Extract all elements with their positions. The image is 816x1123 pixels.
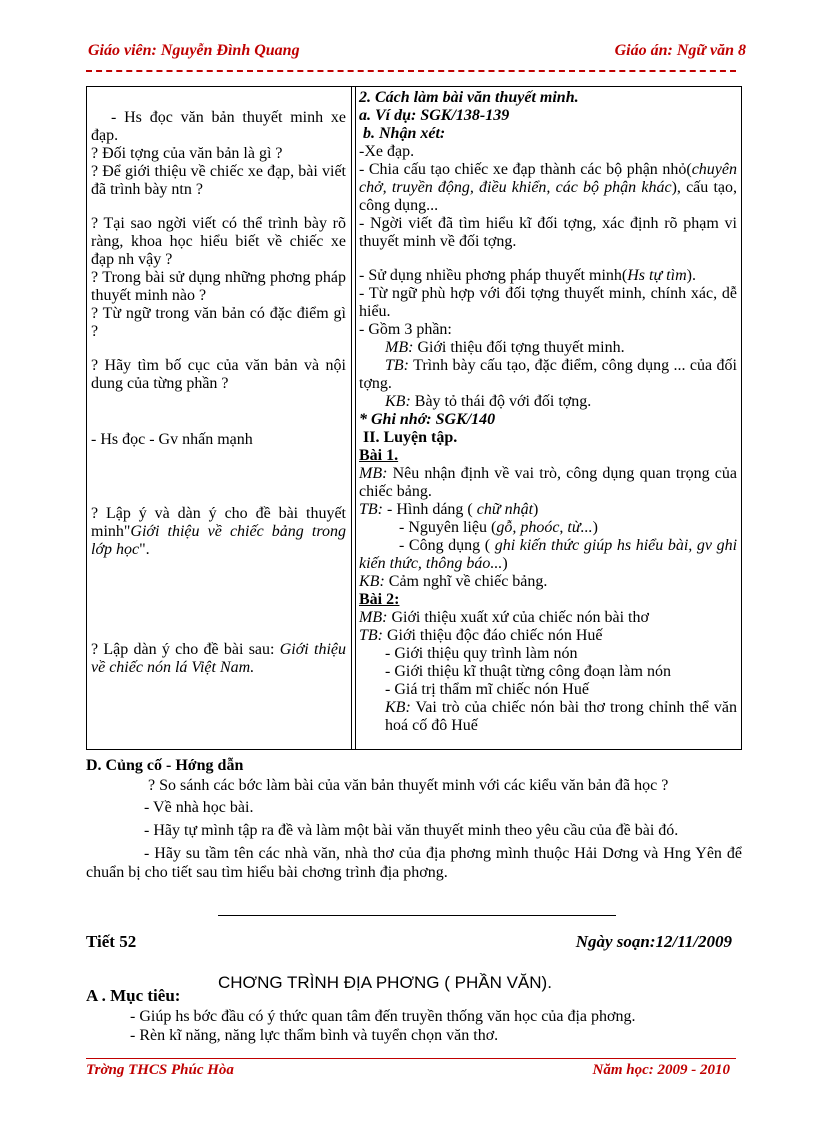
- left-text: ".: [139, 541, 150, 558]
- remarks-heading: b. Nhận xét:: [363, 125, 446, 142]
- structure-item: [359, 357, 737, 393]
- structure-text: Cảm nghĩ về chiếc bảng.: [384, 573, 548, 590]
- structure-key: KB:: [359, 573, 385, 590]
- section-heading: 2. Cách làm bài văn thuyết minh.: [359, 89, 579, 106]
- table-column-divider: [351, 87, 356, 749]
- structure-text: ): [592, 519, 598, 536]
- objective-item: - Rèn kĩ năng, năng lực thẩm bình và tuyển chọn văn thơ.: [130, 1027, 499, 1044]
- left-item: - Hs đọc - Gv nhấn mạnh: [91, 431, 253, 448]
- objectives-heading: A . Mục tiêu:: [86, 986, 181, 1005]
- exercise-2-heading: Bài 2:: [359, 591, 400, 608]
- header-subject: Giáo án: Ngữ văn 8: [614, 42, 746, 59]
- exercise-1-heading: Bài 1.: [359, 447, 399, 464]
- structure-text: - Nguyên liệu (: [399, 519, 497, 536]
- left-item: [91, 505, 346, 559]
- right-text-italic: chuyên chở, truyền động, điều khiển, các bộ phận khác: [359, 161, 737, 196]
- structure-text: ): [502, 555, 508, 572]
- left-item: ? Đối tợng của văn bản là gì ?: [91, 145, 283, 162]
- exercise-item: [359, 519, 737, 537]
- header-teacher: Giáo viên: Nguyễn Đình Quang: [88, 42, 300, 59]
- consolidation-title: D. Củng cố - Hớng dẫn: [86, 757, 244, 774]
- exercise-item: [359, 537, 737, 573]
- left-text: ? Lập ý và dàn ý cho đề bài thuyết minh": [91, 505, 346, 540]
- content-column: [359, 89, 737, 735]
- exercise-item: [359, 573, 737, 591]
- right-text-italic: Hs tự tìm: [627, 267, 687, 284]
- structure-text: Giới thiệu xuất xứ của chiếc nón bài thơ: [387, 609, 649, 626]
- structure-text-italic: ghi kiến thức giúp hs hiểu bài, gv ghi kiến thức, thông báo...: [359, 537, 738, 572]
- left-item: ? Tại sao ngời viết có thể trình bày rõ ràng, khoa học hiểu biết về chiếc xe đạp nh vậy ?: [91, 215, 346, 268]
- structure-text: Vai trò của chiếc nón bài thơ trong chỉnh thể văn hoá cố đô Huế: [385, 699, 737, 734]
- structure-text-italic: chữ nhật: [476, 501, 534, 518]
- structure-key: TB:: [385, 357, 409, 374]
- structure-text: Giới thiệu độc đáo chiếc nón Huế: [383, 627, 603, 644]
- right-text: - Chia cấu tạo chiếc xe đạp thành các bộ phận nhỏ(: [359, 161, 692, 178]
- consolidation-section: [86, 756, 742, 882]
- exercise-item: [359, 627, 737, 645]
- exercise-item: [359, 699, 737, 735]
- structure-item: [359, 393, 737, 411]
- structure-key: MB:: [359, 465, 388, 482]
- lesson-table: [86, 86, 742, 750]
- structure-text: Trình bày cấu tạo, đặc điểm, công dụng ... của đối tợng.: [359, 357, 737, 392]
- prep-date: Ngày soạn:12/11/2009: [575, 932, 732, 951]
- right-text: - Sử dụng nhiều phơng pháp thuyết minh(: [359, 267, 628, 284]
- exercise-item: [359, 465, 737, 501]
- right-item: - Gồm 3 phần:: [359, 321, 452, 338]
- left-item: ? Trong bài sử dụng những phơng pháp thuyết minh nào ?: [91, 269, 346, 304]
- exercise-item: - Giới thiệu quy trình làm nón: [385, 645, 578, 662]
- right-text: ).: [686, 267, 696, 284]
- teacher-activity-column: [91, 89, 346, 677]
- lesson-title: CHƠNG TRÌNH ĐỊA PHƠNG ( PHẦN VĂN).: [218, 973, 552, 992]
- left-text-italic: Giới thiệu về chiếc bảng trong lớp học: [91, 523, 346, 558]
- left-item: ? Hãy tìm bố cục của văn bản và nội dung của từng phần ?: [91, 357, 346, 392]
- left-text-italic: Giới thiệu về chiếc nón lá Việt Nam.: [91, 641, 346, 676]
- consolidation-item: - Hãy su tầm tên các nhà văn, nhà thơ của địa phơng mình thuộc Hải Dơng và Hng Yên để chuẩn bị cho tiết sau tìm hiểu bài chơng trình địa phơng.: [86, 845, 742, 881]
- ghi-nho: * Ghi nhớ: SGK/140: [359, 411, 496, 428]
- structure-text: Nêu nhận định về vai trò, công dụng quan trọng của chiếc bảng.: [359, 465, 737, 500]
- example-ref: a. Ví dụ: SGK/138-139: [359, 107, 510, 124]
- consolidation-item: - Hãy tự mình tập ra đề và làm một bài văn thuyết minh theo yêu cầu của đề bài đó.: [144, 822, 679, 839]
- exercise-item: - Giới thiệu kĩ thuật từng công đoạn làm nón: [385, 663, 671, 680]
- structure-key: TB:: [359, 501, 383, 518]
- footer-year: Năm học: 2009 - 2010: [592, 1062, 730, 1078]
- footer-divider: [86, 1058, 736, 1059]
- exercise-item: - Giá trị thẩm mĩ chiếc nón Huế: [385, 681, 589, 698]
- section-divider: [218, 915, 616, 916]
- left-item: - Hs đọc văn bản thuyết minh xe đạp.: [91, 109, 346, 144]
- structure-key: KB:: [385, 699, 411, 716]
- structure-text: - Hình dáng (: [383, 501, 477, 518]
- structure-text: ): [533, 501, 539, 518]
- right-item: [359, 267, 737, 285]
- structure-key: MB:: [385, 339, 414, 356]
- structure-key: KB:: [385, 393, 411, 410]
- practice-heading: II. Luyện tập.: [363, 429, 458, 446]
- footer-school: Trờng THCS Phúc Hòa: [86, 1062, 234, 1078]
- left-item: ? Từ ngữ trong văn bản có đặc điểm gì ?: [91, 305, 346, 340]
- lesson-number: Tiết 52: [86, 932, 137, 951]
- right-text: ), cấu tạo, công dụng...: [359, 179, 737, 214]
- structure-text-italic: gỗ, phoóc, từ...: [496, 519, 593, 536]
- structure-key: TB:: [359, 627, 383, 644]
- objectives-list: [130, 1007, 635, 1045]
- consolidation-item: ? So sánh các bớc làm bài của văn bản thuyết minh với các kiểu văn bản đã học ?: [148, 777, 669, 794]
- structure-text: Bày tỏ thái độ với đối tợng.: [410, 393, 592, 410]
- exercise-item: [359, 501, 737, 519]
- left-text: ? Lập dàn ý cho đề bài sau:: [91, 641, 280, 658]
- right-item: -Xe đạp.: [359, 143, 415, 160]
- structure-key: MB:: [359, 609, 388, 626]
- right-item: - Ngời viết đã tìm hiểu kĩ đối tợng, xác định rõ phạm vi thuyết minh về đối tợng.: [359, 215, 737, 250]
- structure-text: - Công dụng (: [399, 537, 495, 554]
- consolidation-item: - Về nhà học bài.: [144, 799, 254, 816]
- left-item: [91, 641, 346, 677]
- objective-item: - Giúp hs bớc đầu có ý thức quan tâm đến truyền thống văn học của địa phơng.: [130, 1008, 636, 1025]
- left-item: ? Để giới thiệu về chiếc xe đạp, bài viết đã trình bày ntn ?: [91, 163, 346, 198]
- exercise-item: [359, 609, 737, 627]
- structure-text: Giới thiệu đối tợng thuyết minh.: [413, 339, 625, 356]
- right-item: - Từ ngữ phù hợp với đối tợng thuyết minh, chính xác, dễ hiểu.: [359, 285, 737, 320]
- right-item: [359, 161, 737, 215]
- header-divider: [86, 70, 736, 72]
- structure-item: [359, 339, 737, 357]
